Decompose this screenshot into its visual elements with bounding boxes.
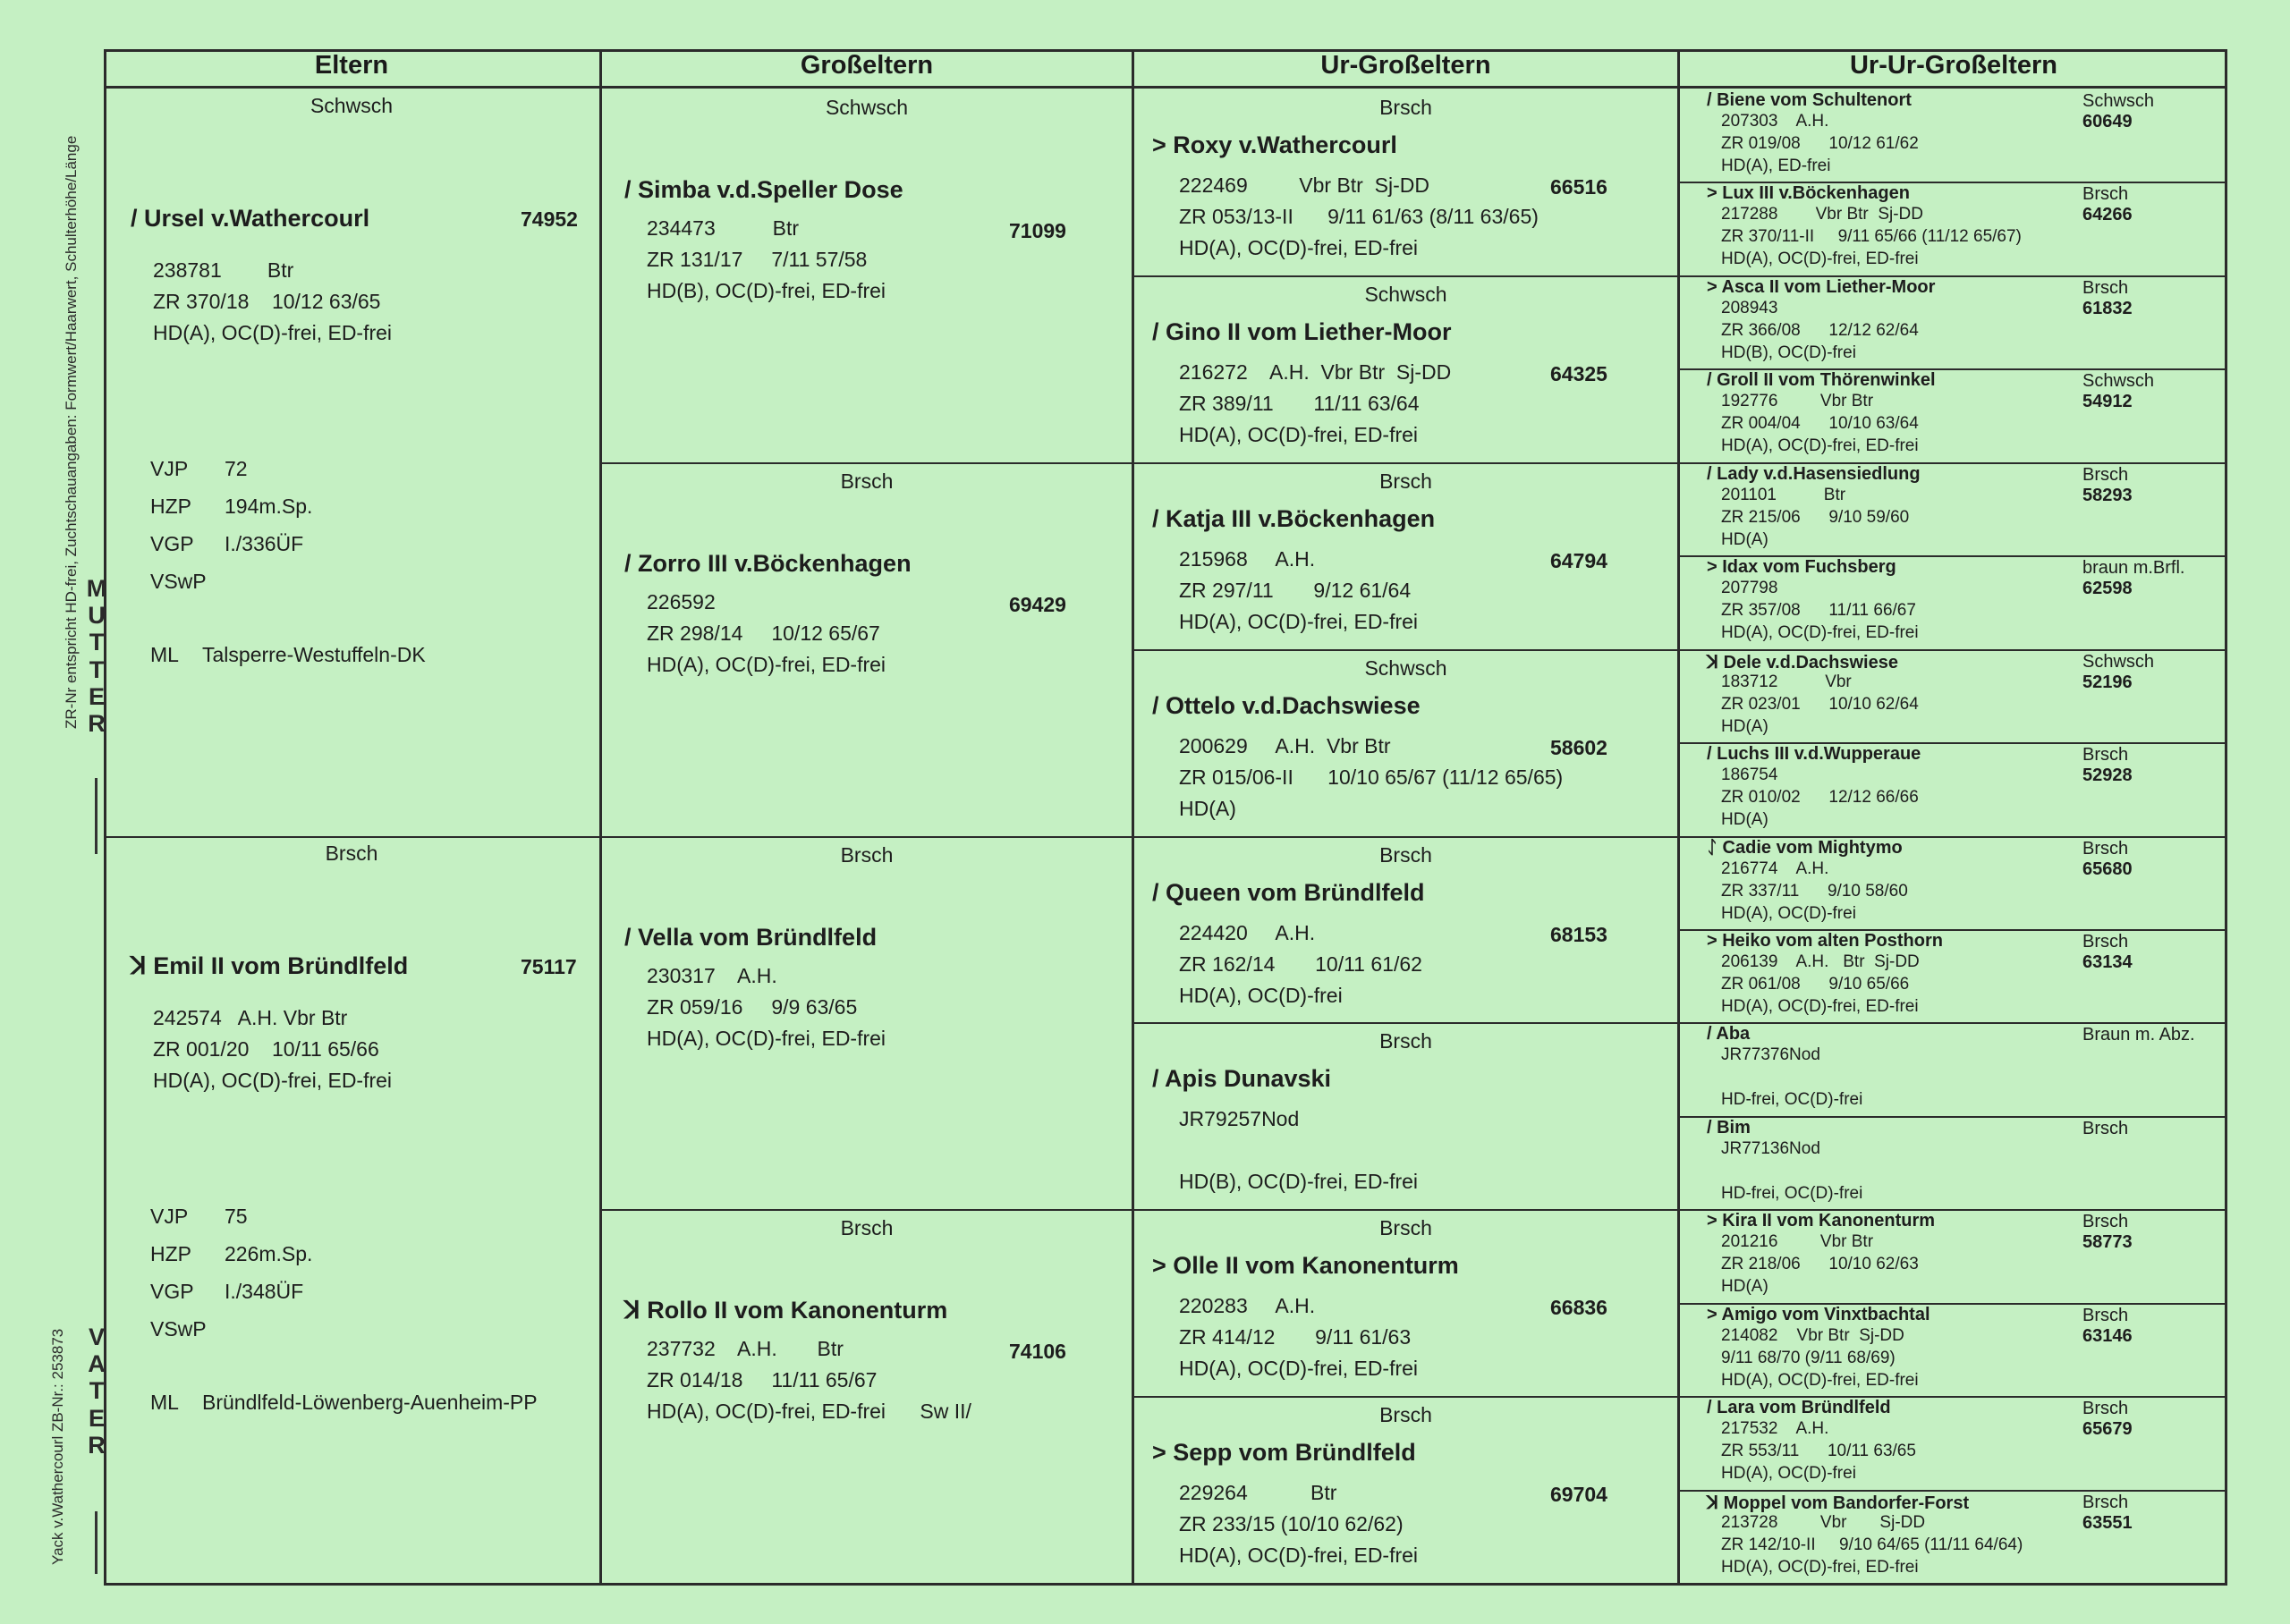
grosseltern-color: Brsch (840, 1216, 894, 1240)
eltern-test-label: VGP (150, 532, 194, 555)
eltern-detail-line: HD(A), OC(D)-frei, ED-frei (153, 321, 393, 344)
urgrosseltern-detail-line: HD(A) (1179, 796, 1236, 820)
grosseltern-detail-line: HD(A), OC(D)-frei, ED-frei (647, 1026, 886, 1050)
ururgrosseltern-color: Brsch (2082, 184, 2129, 205)
ururgrosseltern-detail-line: 192776 Vbr Btr (1721, 392, 1874, 411)
vertical-letter: R (88, 710, 106, 738)
eltern-test-value: I./336ÜF (225, 532, 304, 555)
row-divider (1680, 1022, 2227, 1024)
ururgrosseltern-name: ꓘ Dele v.d.Dachswiese (1707, 652, 1898, 672)
header-grosseltern: Großeltern (800, 51, 934, 80)
ururgrosseltern-detail-line: 207798 (1721, 579, 1778, 598)
ururgrosseltern-detail-line: HD(A) (1721, 810, 1768, 830)
grosseltern-name: / Simba v.d.Speller Dose (624, 176, 903, 203)
ururgrosseltern-color: Brsch (2082, 1305, 2129, 1325)
ururgrosseltern-detail-line: ZR 337/11 9/10 58/60 (1721, 881, 1908, 901)
ururgrosseltern-detail-line: HD-frei, OC(D)-frei (1721, 1090, 1863, 1110)
ururgrosseltern-number: 52196 (2082, 672, 2133, 692)
ururgrosseltern-detail-line: 206139 A.H. Btr Sj-DD (1721, 952, 1920, 971)
grosseltern-name: / Zorro III v.Böckenhagen (624, 549, 912, 577)
ururgrosseltern-detail-line: HD(A), OC(D)-frei (1721, 1464, 1856, 1484)
ururgrosseltern-detail-line: 201101 Btr (1721, 485, 1846, 504)
ururgrosseltern-name: / Luchs III v.d.Wupperaue (1707, 744, 1921, 765)
ururgrosseltern-name: ᛇ Cadie vom Mightymo (1707, 837, 1903, 858)
row-divider (1134, 649, 1677, 651)
row-divider (1134, 836, 1677, 838)
ururgrosseltern-number: 61832 (2082, 298, 2133, 318)
ururgrosseltern-detail-line: 207303 A.H. (1721, 112, 1829, 131)
urgrosseltern-color: Brsch (1379, 842, 1432, 867)
eltern-test-value: I./348ÜF (225, 1279, 304, 1303)
ururgrosseltern-detail-line: ZR 142/10-II 9/10 64/65 (11/11 64/64) (1721, 1535, 2023, 1554)
vertical-letter: V (88, 1324, 105, 1350)
urgrosseltern-color: Brsch (1379, 96, 1432, 119)
ururgrosseltern-detail-line: HD(A) (1721, 716, 1768, 736)
eltern-ml-label: ML (150, 1390, 179, 1414)
vertical-letter: E (88, 1404, 105, 1432)
ururgrosseltern-color: Brsch (2082, 277, 2129, 298)
ururgrosseltern-detail-line: HD(A), ED-frei (1721, 156, 1831, 175)
vertical-letter: R (88, 1431, 106, 1459)
ururgrosseltern-name: > Asca II vom Liether-Moor (1707, 276, 1936, 297)
col-divider-1 (599, 49, 602, 1586)
eltern-test-label: HZP (150, 1241, 191, 1265)
ururgrosseltern-color: Brsch (2082, 1399, 2129, 1419)
header-urgrosseltern: Ur-Großeltern (1320, 51, 1491, 80)
ururgrosseltern-detail-line: HD-frei, OC(D)-frei (1721, 1183, 1863, 1203)
eltern-number: 74952 (521, 207, 578, 231)
ururgrosseltern-detail-line: 208943 (1721, 298, 1778, 317)
eltern-ml-value: Bründlfeld-Löwenberg-Auenheim-PP (202, 1390, 538, 1414)
grosseltern-name: ꓘ Rollo II vom Kanonenturm (624, 1297, 948, 1324)
ururgrosseltern-color: Schwsch (2082, 651, 2155, 672)
ururgrosseltern-name: / Biene vom Schultenort (1707, 90, 1912, 110)
eltern-test-label: VJP (150, 457, 189, 480)
urgrosseltern-detail-line: 216272 A.H. Vbr Btr Sj-DD (1179, 359, 1452, 384)
ururgrosseltern-number: 52928 (2082, 765, 2133, 786)
ururgrosseltern-name: / Lara vom Bründlfeld (1707, 1398, 1891, 1418)
eltern-color: Brsch (325, 841, 378, 865)
ururgrosseltern-detail-line: HD(A), OC(D)-frei, ED-frei (1721, 436, 1919, 456)
grosseltern-color: Brsch (840, 842, 894, 867)
ururgrosseltern-detail-line: ZR 366/08 12/12 62/64 (1721, 320, 1919, 340)
eltern-detail-line: ZR 370/18 10/12 63/65 (153, 290, 381, 313)
urgrosseltern-detail-line: ZR 389/11 11/11 63/64 (1179, 391, 1420, 415)
row-divider (602, 836, 1132, 838)
urgrosseltern-color: Brsch (1379, 1029, 1432, 1053)
grosseltern-name: / Vella vom Bründlfeld (624, 923, 878, 951)
urgrosseltern-name: > Roxy v.Wathercourl (1152, 131, 1397, 158)
ururgrosseltern-detail-line: 214082 Vbr Btr Sj-DD (1721, 1325, 1904, 1345)
urgrosseltern-color: Brsch (1379, 1216, 1432, 1240)
row-divider (1134, 275, 1677, 277)
grosseltern-color: Brsch (840, 469, 894, 493)
urgrosseltern-detail-line: HD(A), OC(D)-frei (1179, 983, 1343, 1007)
urgrosseltern-detail-line: 220283 A.H. (1179, 1294, 1316, 1318)
ururgrosseltern-number: 65680 (2082, 859, 2133, 879)
ururgrosseltern-name: > Kira II vom Kanonenturm (1707, 1211, 1936, 1231)
grosseltern-number: 69429 (1009, 592, 1066, 616)
eltern-detail-line: 238781 Btr (153, 258, 294, 282)
urgrosseltern-name: / Apis Dunavski (1152, 1065, 1332, 1093)
eltern-color: Schwsch (310, 94, 394, 117)
eltern-ml-label: ML (150, 643, 179, 666)
ururgrosseltern-number: 65679 (2082, 1419, 2133, 1440)
ururgrosseltern-number: 58773 (2082, 1232, 2133, 1253)
ururgrosseltern-detail-line: 217288 Vbr Btr Sj-DD (1721, 205, 1923, 224)
ururgrosseltern-detail-line: ZR 019/08 10/12 61/62 (1721, 134, 1919, 153)
ururgrosseltern-color: Schwsch (2082, 371, 2155, 392)
ururgrosseltern-name: / Groll II vom Thörenwinkel (1707, 370, 1936, 391)
ururgrosseltern-detail-line: ZR 215/06 9/10 59/60 (1721, 507, 1910, 527)
ururgrosseltern-color: Brsch (2082, 1212, 2129, 1232)
urgrosseltern-detail-line: ZR 053/13-II 9/11 61/63 (8/11 63/65) (1179, 205, 1539, 228)
ururgrosseltern-detail-line: ZR 370/11-II 9/11 65/66 (11/12 65/67) (1721, 227, 2022, 247)
urgrosseltern-color: Schwsch (1364, 656, 1447, 680)
grosseltern-detail-line: HD(A), OC(D)-frei, ED-frei (647, 652, 886, 676)
urgrosseltern-detail-line: ZR 015/06-II 10/10 65/67 (11/12 65/65) (1179, 765, 1564, 789)
side-note-top: ZR-Nr entspricht HD-frei, Zuchtschauangaben: Formwert/Haarwert, Schulterhöhe/Länge (63, 135, 80, 729)
urgrosseltern-detail-line: ZR 162/14 10/11 61/62 (1179, 952, 1422, 976)
urgrosseltern-number: 66516 (1550, 175, 1607, 199)
row-divider (1134, 1022, 1677, 1024)
ururgrosseltern-number: 54912 (2082, 392, 2133, 412)
ururgrosseltern-detail-line: HD(A), OC(D)-frei, ED-frei (1721, 996, 1919, 1016)
ururgrosseltern-detail-line: 9/11 68/70 (9/11 68/69) (1721, 1348, 1896, 1367)
ururgrosseltern-detail-line: ZR 061/08 9/10 65/66 (1721, 974, 1910, 994)
eltern-number: 75117 (521, 954, 577, 978)
ururgrosseltern-detail-line: HD(A), OC(D)-frei, ED-frei (1721, 1370, 1919, 1390)
ururgrosseltern-number: 58293 (2082, 485, 2133, 505)
eltern-ml-value: Talsperre-Westuffeln-DK (202, 643, 426, 666)
ururgrosseltern-number: 60649 (2082, 112, 2133, 131)
grosseltern-detail-line: 237732 A.H. Btr (647, 1337, 844, 1361)
header-divider (104, 86, 2227, 89)
ururgrosseltern-detail-line: 183712 Vbr (1721, 672, 1852, 691)
urgrosseltern-number: 58602 (1550, 735, 1607, 759)
urgrosseltern-detail-line: 229264 Btr (1179, 1481, 1337, 1505)
eltern-test-label: VSwP (150, 570, 207, 593)
urgrosseltern-detail-line: HD(A), OC(D)-frei, ED-frei (1179, 236, 1419, 259)
urgrosseltern-name: / Gino II vom Liether-Moor (1152, 317, 1452, 345)
ururgrosseltern-number: 63134 (2082, 952, 2133, 972)
row-divider (1134, 1396, 1677, 1398)
grosseltern-detail-line: ZR 059/16 9/9 63/65 (647, 994, 858, 1019)
ururgrosseltern-detail-line: HD(A), OC(D)-frei, ED-frei (1721, 1557, 1919, 1577)
ururgrosseltern-color: Brsch (2082, 931, 2129, 952)
row-divider (1680, 1116, 2227, 1118)
urgrosseltern-detail-line: HD(A), OC(D)-frei, ED-frei (1179, 1544, 1419, 1568)
urgrosseltern-detail-line: HD(A), OC(D)-frei, ED-frei (1179, 609, 1419, 633)
grosseltern-detail-line: ZR 131/17 7/11 57/58 (647, 248, 868, 271)
ururgrosseltern-number: 64266 (2082, 205, 2133, 225)
urgrosseltern-color: Schwsch (1364, 282, 1447, 306)
header-ururgrosseltern: Ur-Ur-Großeltern (1849, 51, 2057, 80)
ururgrosseltern-number: 63146 (2082, 1325, 2133, 1346)
eltern-test-label: VGP (150, 1279, 194, 1303)
urgrosseltern-number: 64794 (1550, 548, 1607, 572)
ururgrosseltern-detail-line: 186754 (1721, 765, 1778, 785)
row-divider (104, 836, 599, 838)
urgrosseltern-number: 68153 (1550, 922, 1607, 946)
vertical-letter: T (89, 656, 105, 683)
urgrosseltern-number: 64325 (1550, 361, 1607, 385)
ururgrosseltern-color: Schwsch (2082, 91, 2155, 111)
ururgrosseltern-name: ꓘ Moppel vom Bandorfer-Forst (1707, 1493, 1970, 1513)
urgrosseltern-detail-line: ZR 233/15 (10/10 62/62) (1179, 1512, 1404, 1536)
ururgrosseltern-color: Brsch (2082, 1492, 2129, 1512)
grosseltern-detail-line: HD(B), OC(D)-frei, ED-frei (647, 279, 886, 302)
ururgrosseltern-detail-line: ZR 357/08 11/11 66/67 (1721, 601, 1916, 621)
ururgrosseltern-name: > Lux III v.Böckenhagen (1707, 183, 1910, 204)
grosseltern-number: 71099 (1009, 219, 1066, 242)
urgrosseltern-name: / Queen vom Bründlfeld (1152, 878, 1425, 906)
urgrosseltern-detail-line: 215968 A.H. (1179, 546, 1316, 571)
eltern-test-value: 75 (225, 1204, 248, 1228)
vertical-letter: E (88, 682, 105, 710)
mutter-line (95, 778, 98, 854)
eltern-test-label: VSwP (150, 1316, 207, 1341)
ururgrosseltern-color: Brsch (2082, 838, 2129, 859)
eltern-detail-line: 242574 A.H. Vbr Btr (153, 1005, 348, 1029)
ururgrosseltern-name: / Lady v.d.Hasensiedlung (1707, 463, 1921, 484)
grosseltern-number: 74106 (1009, 1340, 1066, 1364)
ururgrosseltern-detail-line: JR77136Nod (1721, 1138, 1820, 1158)
urgrosseltern-detail-line: JR79257Nod (1179, 1107, 1300, 1131)
ururgrosseltern-detail-line: HD(A) (1721, 529, 1768, 549)
ururgrosseltern-detail-line: ZR 553/11 10/11 63/65 (1721, 1442, 1916, 1461)
ururgrosseltern-color: Braun m. Abz. (2082, 1025, 2195, 1045)
vertical-letter: U (88, 602, 106, 630)
ururgrosseltern-detail-line: ZR 218/06 10/10 62/63 (1721, 1255, 1919, 1274)
ururgrosseltern-number: 62598 (2082, 579, 2133, 599)
vater-line (95, 1511, 98, 1574)
eltern-test-value: 194m.Sp. (225, 495, 313, 518)
eltern-test-label: VJP (150, 1204, 189, 1228)
grosseltern-detail-line: 230317 A.H. (647, 963, 777, 987)
urgrosseltern-name: / Katja III v.Böckenhagen (1152, 504, 1436, 532)
urgrosseltern-detail-line: HD(A), OC(D)-frei, ED-frei (1179, 1357, 1419, 1381)
eltern-test-value: 226m.Sp. (225, 1241, 313, 1265)
vertical-letter: T (89, 1377, 105, 1405)
ururgrosseltern-detail-line: HD(A), OC(D)-frei (1721, 903, 1856, 923)
ururgrosseltern-detail-line: HD(A) (1721, 1277, 1768, 1297)
row-divider (602, 1209, 1132, 1211)
ururgrosseltern-color: Brsch (2082, 464, 2129, 485)
urgrosseltern-detail-line: 222469 Vbr Btr Sj-DD (1179, 173, 1429, 197)
row-divider (1134, 462, 1677, 464)
grosseltern-detail-line: HD(A), OC(D)-frei, ED-frei Sw II/ (647, 1400, 971, 1424)
urgrosseltern-number: 66836 (1550, 1296, 1607, 1320)
ururgrosseltern-color: Brsch (2082, 745, 2129, 765)
ururgrosseltern-detail-line: 213728 Vbr Sj-DD (1721, 1512, 1926, 1532)
grosseltern-detail-line: 234473 Btr (647, 216, 800, 240)
ururgrosseltern-number: 63551 (2082, 1512, 2133, 1533)
urgrosseltern-color: Brsch (1379, 469, 1432, 493)
ururgrosseltern-detail-line: HD(B), OC(D)-frei (1721, 343, 1856, 362)
ururgrosseltern-detail-line: JR77376Nod (1721, 1045, 1820, 1065)
eltern-name: ꓘ Emil II vom Bründlfeld (131, 952, 409, 979)
urgrosseltern-detail-line: ZR 297/11 9/12 61/64 (1179, 578, 1412, 602)
eltern-detail-line: HD(A), OC(D)-frei, ED-frei (153, 1068, 393, 1092)
urgrosseltern-detail-line: HD(B), OC(D)-frei, ED-frei (1179, 1170, 1419, 1194)
eltern-test-label: HZP (150, 495, 191, 518)
eltern-detail-line: ZR 001/20 10/11 65/66 (153, 1036, 379, 1061)
urgrosseltern-name: > Olle II vom Kanonenturm (1152, 1252, 1459, 1280)
urgrosseltern-color: Brsch (1379, 1403, 1432, 1427)
ururgrosseltern-detail-line: 216774 A.H. (1721, 859, 1829, 878)
ururgrosseltern-detail-line: 201216 Vbr Btr (1721, 1232, 1874, 1252)
ururgrosseltern-detail-line: HD(A), OC(D)-frei, ED-frei (1721, 623, 1919, 643)
ururgrosseltern-name: / Aba (1707, 1024, 1751, 1045)
grosseltern-color: Schwsch (825, 96, 909, 119)
vertical-letter: M (86, 575, 107, 602)
col-divider-3 (1677, 49, 1680, 1586)
ururgrosseltern-name: > Idax vom Fuchsberg (1707, 557, 1896, 578)
urgrosseltern-name: / Ottelo v.d.Dachswiese (1152, 691, 1421, 719)
grosseltern-detail-line: 226592 (647, 589, 716, 613)
ururgrosseltern-detail-line: HD(A), OC(D)-frei, ED-frei (1721, 250, 1919, 269)
urgrosseltern-detail-line: ZR 414/12 9/11 61/63 (1179, 1325, 1412, 1349)
ururgrosseltern-detail-line: ZR 010/02 12/12 66/66 (1721, 788, 1919, 808)
eltern-name: / Ursel v.Wathercourl (131, 205, 370, 232)
grosseltern-detail-line: ZR 014/18 11/11 65/67 (647, 1368, 878, 1392)
ururgrosseltern-detail-line: ZR 023/01 10/10 62/64 (1721, 694, 1919, 714)
ururgrosseltern-detail-line: ZR 004/04 10/10 63/64 (1721, 414, 1919, 434)
urgrosseltern-detail-line: 200629 A.H. Vbr Btr (1179, 733, 1391, 757)
side-note-bottom: Yack v.Wathercourl ZB-Nr.: 253873 (49, 1328, 66, 1565)
eltern-test-value: 72 (225, 457, 248, 480)
ururgrosseltern-name: > Heiko vom alten Posthorn (1707, 930, 1943, 951)
ururgrosseltern-color: braun m.Brfl. (2082, 558, 2185, 579)
ururgrosseltern-name: / Bim (1707, 1117, 1751, 1138)
urgrosseltern-number: 69704 (1550, 1483, 1607, 1507)
urgrosseltern-detail-line: HD(A), OC(D)-frei, ED-frei (1179, 422, 1419, 446)
ururgrosseltern-name: > Amigo vom Vinxtbachtal (1707, 1304, 1930, 1324)
vertical-letter: A (88, 1350, 106, 1378)
col-divider-2 (1132, 49, 1134, 1586)
ururgrosseltern-color: Brsch (2082, 1118, 2129, 1138)
urgrosseltern-detail-line: 224420 A.H. (1179, 920, 1316, 944)
row-divider (1134, 1209, 1677, 1211)
ururgrosseltern-detail-line: 217532 A.H. (1721, 1419, 1829, 1439)
header-eltern: Eltern (314, 51, 389, 80)
urgrosseltern-name: > Sepp vom Bründlfeld (1152, 1439, 1416, 1467)
vertical-letter: T (89, 629, 105, 656)
grosseltern-detail-line: ZR 298/14 10/12 65/67 (647, 621, 880, 645)
row-divider (602, 462, 1132, 464)
